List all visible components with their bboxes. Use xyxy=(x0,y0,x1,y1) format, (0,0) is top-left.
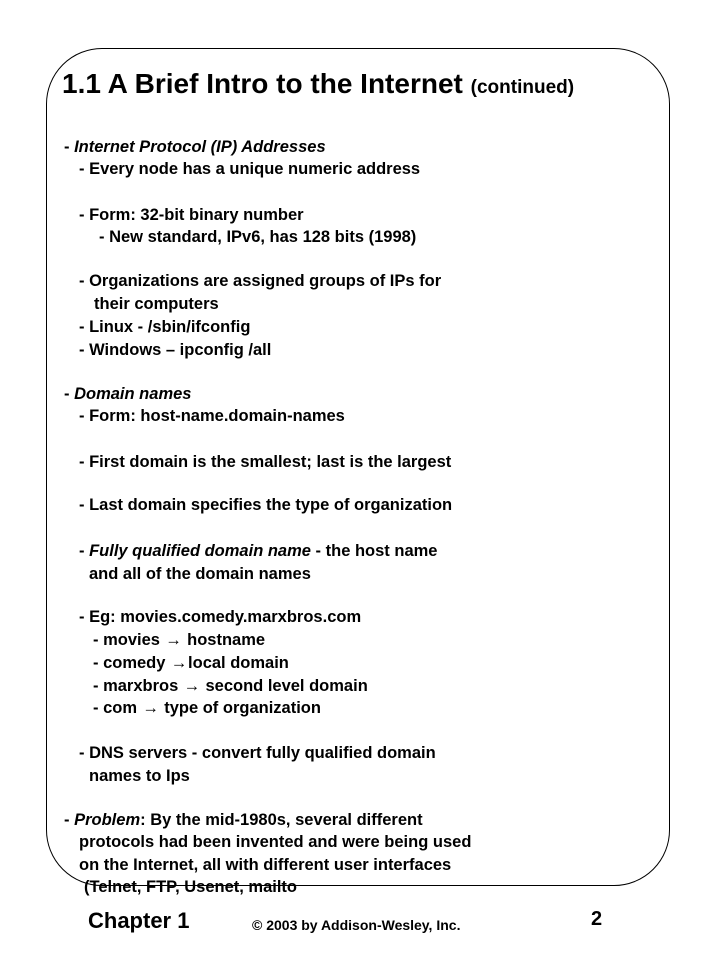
bullet-domain-names xyxy=(64,384,191,404)
example-line xyxy=(93,676,368,696)
text-line: names to Ips xyxy=(89,767,190,785)
bullet-term: Internet Protocol (IP) Addresses xyxy=(74,138,326,156)
text-line: - Every node has a unique numeric address xyxy=(79,160,421,178)
bullet-term: Fully qualified domain name xyxy=(89,542,311,560)
example-meaning: second level domain xyxy=(205,677,368,695)
arrow-right-icon: → xyxy=(165,631,182,649)
bullet-rest: : By the mid-1980s, several different xyxy=(140,811,423,829)
text-line: - Eg: movies.comedy.marxbros.com xyxy=(79,608,362,626)
footer-chapter: Chapter 1 xyxy=(88,908,190,933)
bullet-term: Domain names xyxy=(74,385,192,403)
arrow-right-icon: → xyxy=(170,654,188,672)
example-part: - comedy xyxy=(93,654,166,672)
text-line: - New standard, IPv6, has 128 bits (1998) xyxy=(99,228,417,246)
text-line: - DNS servers - convert fully qualified domain xyxy=(79,744,436,762)
text-line: (Telnet, FTP, Usenet, mailto xyxy=(84,878,298,896)
bullet-prefix: - xyxy=(64,138,75,156)
example-part: - marxbros xyxy=(93,677,179,695)
text-line: and all of the domain names xyxy=(89,565,311,583)
text-line: - Windows – ipconfig /all xyxy=(79,341,272,359)
text-line: - First domain is the smallest; last is the largest xyxy=(79,453,452,471)
bullet-prefix: - xyxy=(79,542,90,560)
example-meaning: local domain xyxy=(188,654,289,672)
text-line: - Last domain specifies the type of organization xyxy=(79,496,453,514)
arrow-right-icon: → xyxy=(183,677,201,695)
bullet-fqdn xyxy=(79,541,437,561)
example-line xyxy=(93,630,265,650)
example-meaning: type of organization xyxy=(164,699,321,717)
bullet-problem xyxy=(64,810,423,830)
text-line: on the Internet, all with different user interfaces xyxy=(79,856,452,874)
bullet-ip-addresses xyxy=(64,137,326,157)
example-part: - com xyxy=(93,699,138,717)
footer-copyright: © 2003 by Addison-Wesley, Inc. xyxy=(252,917,461,933)
title-text: 1.1 A Brief Intro to the Internet xyxy=(62,68,463,99)
text-line: their computers xyxy=(94,295,219,313)
slide-title xyxy=(62,68,574,100)
text-line: - Organizations are assigned groups of IPs for xyxy=(79,272,442,290)
page-number: 2 xyxy=(591,908,603,930)
bullet-prefix: - xyxy=(64,811,75,829)
arrow-right-icon: → xyxy=(142,699,159,717)
bullet-rest: - the host name xyxy=(310,542,438,560)
text-line: - Form: 32-bit binary number xyxy=(79,206,304,224)
bullet-prefix: - xyxy=(64,385,75,403)
example-line xyxy=(93,698,321,718)
example-meaning: hostname xyxy=(187,631,266,649)
example-part: - movies xyxy=(93,631,160,649)
text-line: - Linux - /sbin/ifconfig xyxy=(79,318,251,336)
example-line xyxy=(93,653,289,673)
text-line: protocols had been invented and were being used xyxy=(79,833,472,851)
bullet-term: Problem xyxy=(74,811,141,829)
title-suffix: (continued) xyxy=(470,77,575,98)
text-line: - Form: host-name.domain-names xyxy=(79,407,345,425)
